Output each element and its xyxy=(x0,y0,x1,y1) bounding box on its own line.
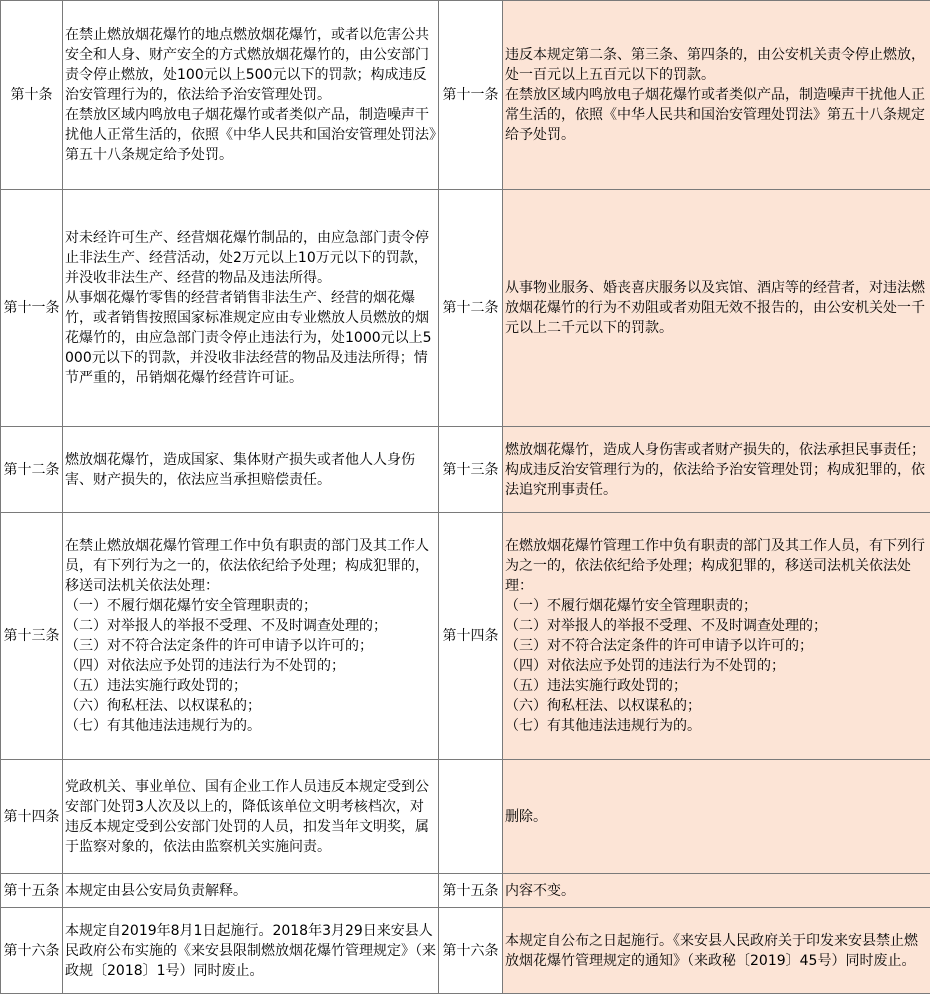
old-article-text: 党政机关、事业单位、国有企业工作人员违反本规定受到公安部门处罚3人次及以上的，降低该单位文明考核档次，对违反本规定受到公安部门处罚的人员，扣发当年文明奖，属于监察对象的，依法由监察机关实施问责。 xyxy=(63,760,439,874)
table-row xyxy=(1,190,930,427)
table-row xyxy=(1,513,930,760)
new-article-number xyxy=(439,760,503,874)
old-article-number: 第十一条 xyxy=(1,190,63,427)
new-article-text: 在燃放烟花爆竹管理工作中负有职责的部门及其工作人员，有下列行为之一的，依法依纪给予处理；构成犯罪的，移送司法机关依法处理： （一）不履行烟花爆竹安全管理职责的； （二）对举报人的举报不受理、不及时调查处理的； （三）对不符合法定条件的许可申请予以许可的； （四）对依法应予处罚的违法行为不处罚的； （五）违法实施行政处罚的； （六）徇私枉法、以权谋私的； （七）有其他违法违规行为的。 xyxy=(503,513,930,760)
new-article-text: 从事物业服务、婚丧喜庆服务以及宾馆、酒店等的经营者，对违法燃放烟花爆竹的行为不劝阻或者劝阻无效不报告的，由公安机关处一千元以上二千元以下的罚款。 xyxy=(503,190,930,427)
new-article-number: 第十五条 xyxy=(439,874,503,908)
new-article-number: 第十三条 xyxy=(439,427,503,513)
table-row xyxy=(1,874,930,908)
table-row xyxy=(1,1,930,190)
new-article-text: 燃放烟花爆竹，造成人身伤害或者财产损失的，依法承担民事责任；构成违反治安管理行为的，依法给予治安管理处罚；构成犯罪的，依法追究刑事责任。 xyxy=(503,427,930,513)
new-article-number: 第十四条 xyxy=(439,513,503,760)
old-article-number: 第十五条 xyxy=(1,874,63,908)
table-row xyxy=(1,427,930,513)
new-article-number: 第十六条 xyxy=(439,908,503,994)
old-article-number: 第十四条 xyxy=(1,760,63,874)
old-article-number: 第十条 xyxy=(1,1,63,190)
old-article-number: 第十二条 xyxy=(1,427,63,513)
old-article-text: 对未经许可生产、经营烟花爆竹制品的，由应急部门责令停止非法生产、经营活动，处2万元以上10万元以下的罚款，并没收非法生产、经营的物品及违法所得。 从事烟花爆竹零售的经营者销售非法生产、经营的烟花爆竹，或者销售按照国家标准规定应由专业燃放人员燃放的烟花爆竹的，由应急部门责令停止违法行为，处1000元以上5000元以下的罚款，并没收非法经营的物品及违法所得；情节严重的，吊销烟花爆竹经营许可证。 xyxy=(63,190,439,427)
table-row xyxy=(1,908,930,994)
new-article-text: 删除。 xyxy=(503,760,930,874)
old-article-number: 第十六条 xyxy=(1,908,63,994)
old-article-text: 本规定由县公安局负责解释。 xyxy=(63,874,439,908)
table-row xyxy=(1,760,930,874)
new-article-number: 第十二条 xyxy=(439,190,503,427)
old-article-text: 在禁止燃放烟花爆竹管理工作中负有职责的部门及其工作人员，有下列行为之一的，依法依纪给予处理；构成犯罪的，移送司法机关依法处理： （一）不履行烟花爆竹安全管理职责的； （二）对举报人的举报不受理、不及时调查处理的； （三）对不符合法定条件的许可申请予以许可的； （四）对依法应予处罚的违法行为不处罚的； （五）违法实施行政处罚的； （六）徇私枉法、以权谋私的； （七）有其他违法违规行为的。 xyxy=(63,513,439,760)
new-article-text: 内容不变。 xyxy=(503,874,930,908)
old-article-text: 本规定自2019年8月1日起施行。2018年3月29日来安县人民政府公布实施的《来安县限制燃放烟花爆竹管理规定》（来政规〔2018〕1号）同时废止。 xyxy=(63,908,439,994)
old-article-number: 第十三条 xyxy=(1,513,63,760)
new-article-number: 第十一条 xyxy=(439,1,503,190)
old-article-text: 在禁止燃放烟花爆竹的地点燃放烟花爆竹，或者以危害公共安全和人身、财产安全的方式燃放烟花爆竹的，由公安部门责令停止燃放，处100元以上500元以下的罚款；构成违反治安管理行为的，依法给予治安管理处罚。 在禁放区域内鸣放电子烟花爆竹或者类似产品，制造噪声干扰他人正常生活的，依照《中华人民共和国治安管理处罚法》第五十八条规定给予处罚。 xyxy=(63,1,439,190)
old-article-text: 燃放烟花爆竹，造成国家、集体财产损失或者他人人身伤害、财产损失的，依法应当承担赔偿责任。 xyxy=(63,427,439,513)
new-article-text: 本规定自公布之日起施行。《来安县人民政府关于印发来安县禁止燃放烟花爆竹管理规定的通知》（来政秘〔2019〕45号）同时废止。 xyxy=(503,908,930,994)
new-article-text: 违反本规定第二条、第三条、第四条的，由公安机关责令停止燃放，处一百元以上五百元以下的罚款。 在禁放区域内鸣放电子烟花爆竹或者类似产品，制造噪声干扰他人正常生活的，依照《中华人民共和国治安管理处罚法》第五十八条规定给予处罚。 xyxy=(503,1,930,190)
